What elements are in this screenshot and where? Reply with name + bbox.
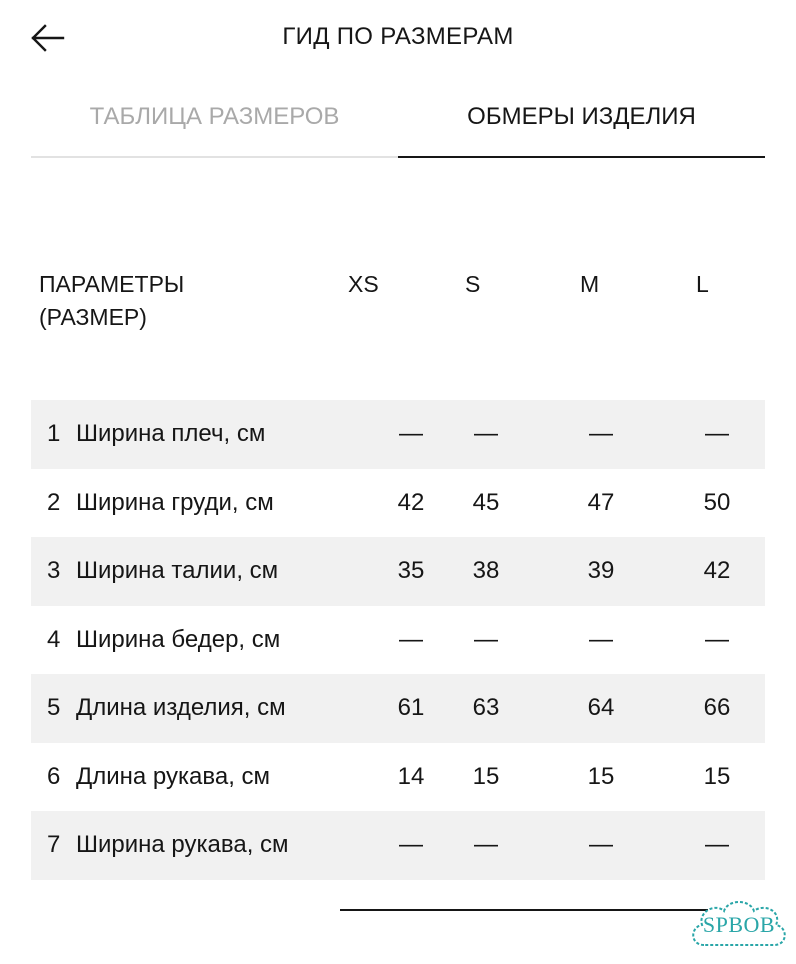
value-s: — (474, 625, 498, 653)
value-xs: 14 (397, 762, 425, 790)
params-header (39, 268, 184, 334)
table-row (31, 400, 765, 469)
params-header-line2: (РАЗМЕР) (39, 304, 147, 330)
home-indicator (340, 909, 708, 911)
watermark-logo (686, 893, 792, 959)
value-l: — (705, 831, 729, 858)
value-l: 42 (703, 557, 731, 584)
value-m: 15 (587, 762, 615, 790)
value-l: — (705, 625, 729, 653)
row-number: 7 (47, 831, 61, 858)
size-header-s: S (465, 271, 481, 297)
table-row (31, 537, 765, 606)
row-number: 3 (47, 557, 61, 584)
value-s: 15 (472, 762, 500, 790)
value-s: 45 (472, 488, 500, 516)
table-row (31, 811, 765, 880)
param-name: Длина изделия, см (76, 694, 286, 721)
value-s: — (474, 831, 498, 858)
param-name: Ширина рукава, см (76, 831, 289, 858)
value-m: 47 (587, 488, 615, 516)
row-number: 1 (47, 420, 61, 447)
tab-bar (31, 92, 765, 158)
app-header (0, 0, 796, 78)
value-xs: — (399, 831, 423, 858)
params-header-line1: ПАРАМЕТРЫ (39, 271, 185, 297)
size-header-xs: XS (348, 271, 379, 297)
value-l: 15 (703, 762, 731, 790)
value-l: 50 (703, 488, 731, 516)
row-number: 6 (47, 762, 61, 790)
row-number: 5 (47, 694, 61, 721)
value-xs: 42 (397, 488, 425, 516)
watermark-text: SPBOB (702, 912, 776, 937)
table-row (31, 606, 765, 675)
value-xs: 61 (397, 694, 425, 721)
tab-garment-measurements[interactable]: ОБМЕРЫ ИЗДЕЛИЯ (398, 92, 765, 158)
value-m: — (589, 831, 613, 858)
value-m: 39 (587, 557, 615, 584)
param-name: Ширина плеч, см (76, 420, 266, 447)
value-s: — (474, 420, 498, 447)
value-xs: 35 (397, 557, 425, 584)
param-name: Ширина талии, см (76, 557, 279, 584)
tab-size-table[interactable]: ТАБЛИЦА РАЗМЕРОВ (31, 92, 398, 158)
param-name: Ширина груди, см (76, 488, 274, 516)
value-s: 63 (472, 694, 500, 721)
row-number: 4 (47, 625, 61, 653)
value-s: 38 (472, 557, 500, 584)
value-xs: — (399, 420, 423, 447)
value-m: — (589, 420, 613, 447)
table-row (31, 674, 765, 743)
value-m: 64 (587, 694, 615, 721)
table-header (31, 268, 765, 348)
value-m: — (589, 625, 613, 653)
value-xs: — (399, 625, 423, 653)
table-row (31, 469, 765, 538)
size-header-l: L (696, 271, 709, 297)
table-row (31, 743, 765, 812)
value-l: — (705, 420, 729, 447)
measurements-table (31, 400, 765, 880)
param-name: Длина рукава, см (76, 762, 271, 790)
param-name: Ширина бедер, см (76, 625, 281, 653)
row-number: 2 (47, 488, 61, 516)
page-title: ГИД ПО РАЗМЕРАМ (282, 23, 514, 50)
size-header-m: M (580, 271, 600, 297)
value-l: 66 (703, 694, 731, 721)
